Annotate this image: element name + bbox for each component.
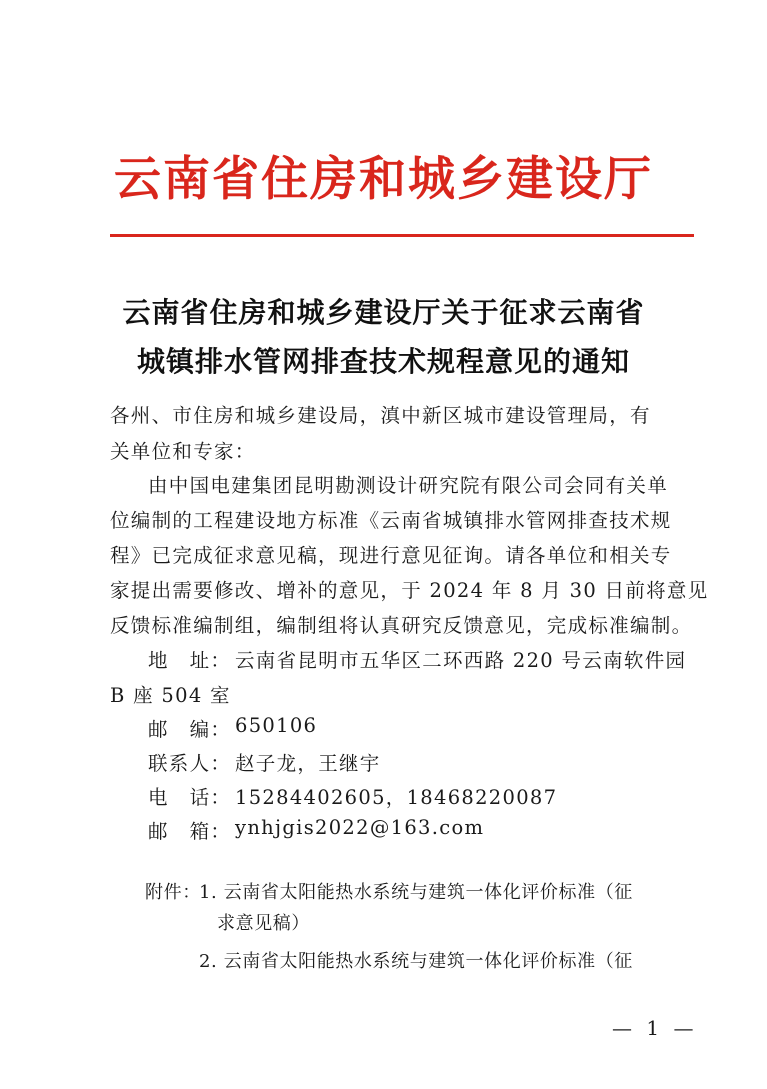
- contact-person-label: 联系人：: [148, 752, 232, 775]
- email-value: ynhjgis2022@163.com: [235, 816, 485, 839]
- postcode-value: 650106: [235, 714, 318, 737]
- document-title-line-1: 云南省住房和城乡建设厅关于征求云南省: [122, 296, 645, 329]
- page-number: — 1 —: [612, 1016, 698, 1040]
- postcode-label: 邮 编：: [148, 718, 232, 741]
- attachment-item-1-line-2: 求意见稿）: [217, 913, 310, 934]
- letterhead-red-rule: [110, 234, 694, 237]
- address-label: 地 址：: [148, 649, 232, 672]
- attachment-item-1-line-1: 1. 云南省太阳能热水系统与建筑一体化评价标准（征: [199, 882, 633, 903]
- body-paragraph-line-2: 位编制的工程建设地方标准《云南省城镇排水管网排查技术规: [110, 509, 672, 532]
- attachments-label: 附件：: [145, 882, 201, 903]
- document-title-line-2: 城镇排水管网排查技术规程意见的通知: [136, 345, 630, 378]
- salutation-line-2: 关单位和专家：: [110, 440, 256, 463]
- body-paragraph-line-4: 家提出需要修改、增补的意见，于 2024 年 8 月 30 日前将意见: [110, 579, 709, 602]
- phone-value: 15284402605，18468220087: [235, 786, 558, 809]
- letterhead-org-name: 云南省住房和城乡建设厅: [114, 152, 653, 207]
- email-label: 邮 箱：: [148, 820, 232, 843]
- phone-label: 电 话：: [148, 786, 232, 809]
- contact-person-value: 赵子龙，王继宇: [235, 752, 381, 775]
- address-value-line-2: B 座 504 室: [110, 684, 231, 707]
- salutation-line-1: 各州、市住房和城乡建设局，滇中新区城市建设管理局，有: [110, 404, 651, 427]
- body-paragraph-line-5: 反馈标准编制组，编制组将认真研究反馈意见，完成标准编制。: [110, 614, 693, 637]
- attachment-item-2-line-1: 2. 云南省太阳能热水系统与建筑一体化评价标准（征: [199, 951, 633, 972]
- body-paragraph-line-1: 由中国电建集团昆明勘测设计研究院有限公司会同有关单: [148, 474, 669, 497]
- address-value-line-1: 云南省昆明市五华区二环西路 220 号云南软件园: [235, 649, 687, 672]
- body-paragraph-line-3: 程》已完成征求意见稿，现进行意见征询。请各单位和相关专: [110, 544, 672, 567]
